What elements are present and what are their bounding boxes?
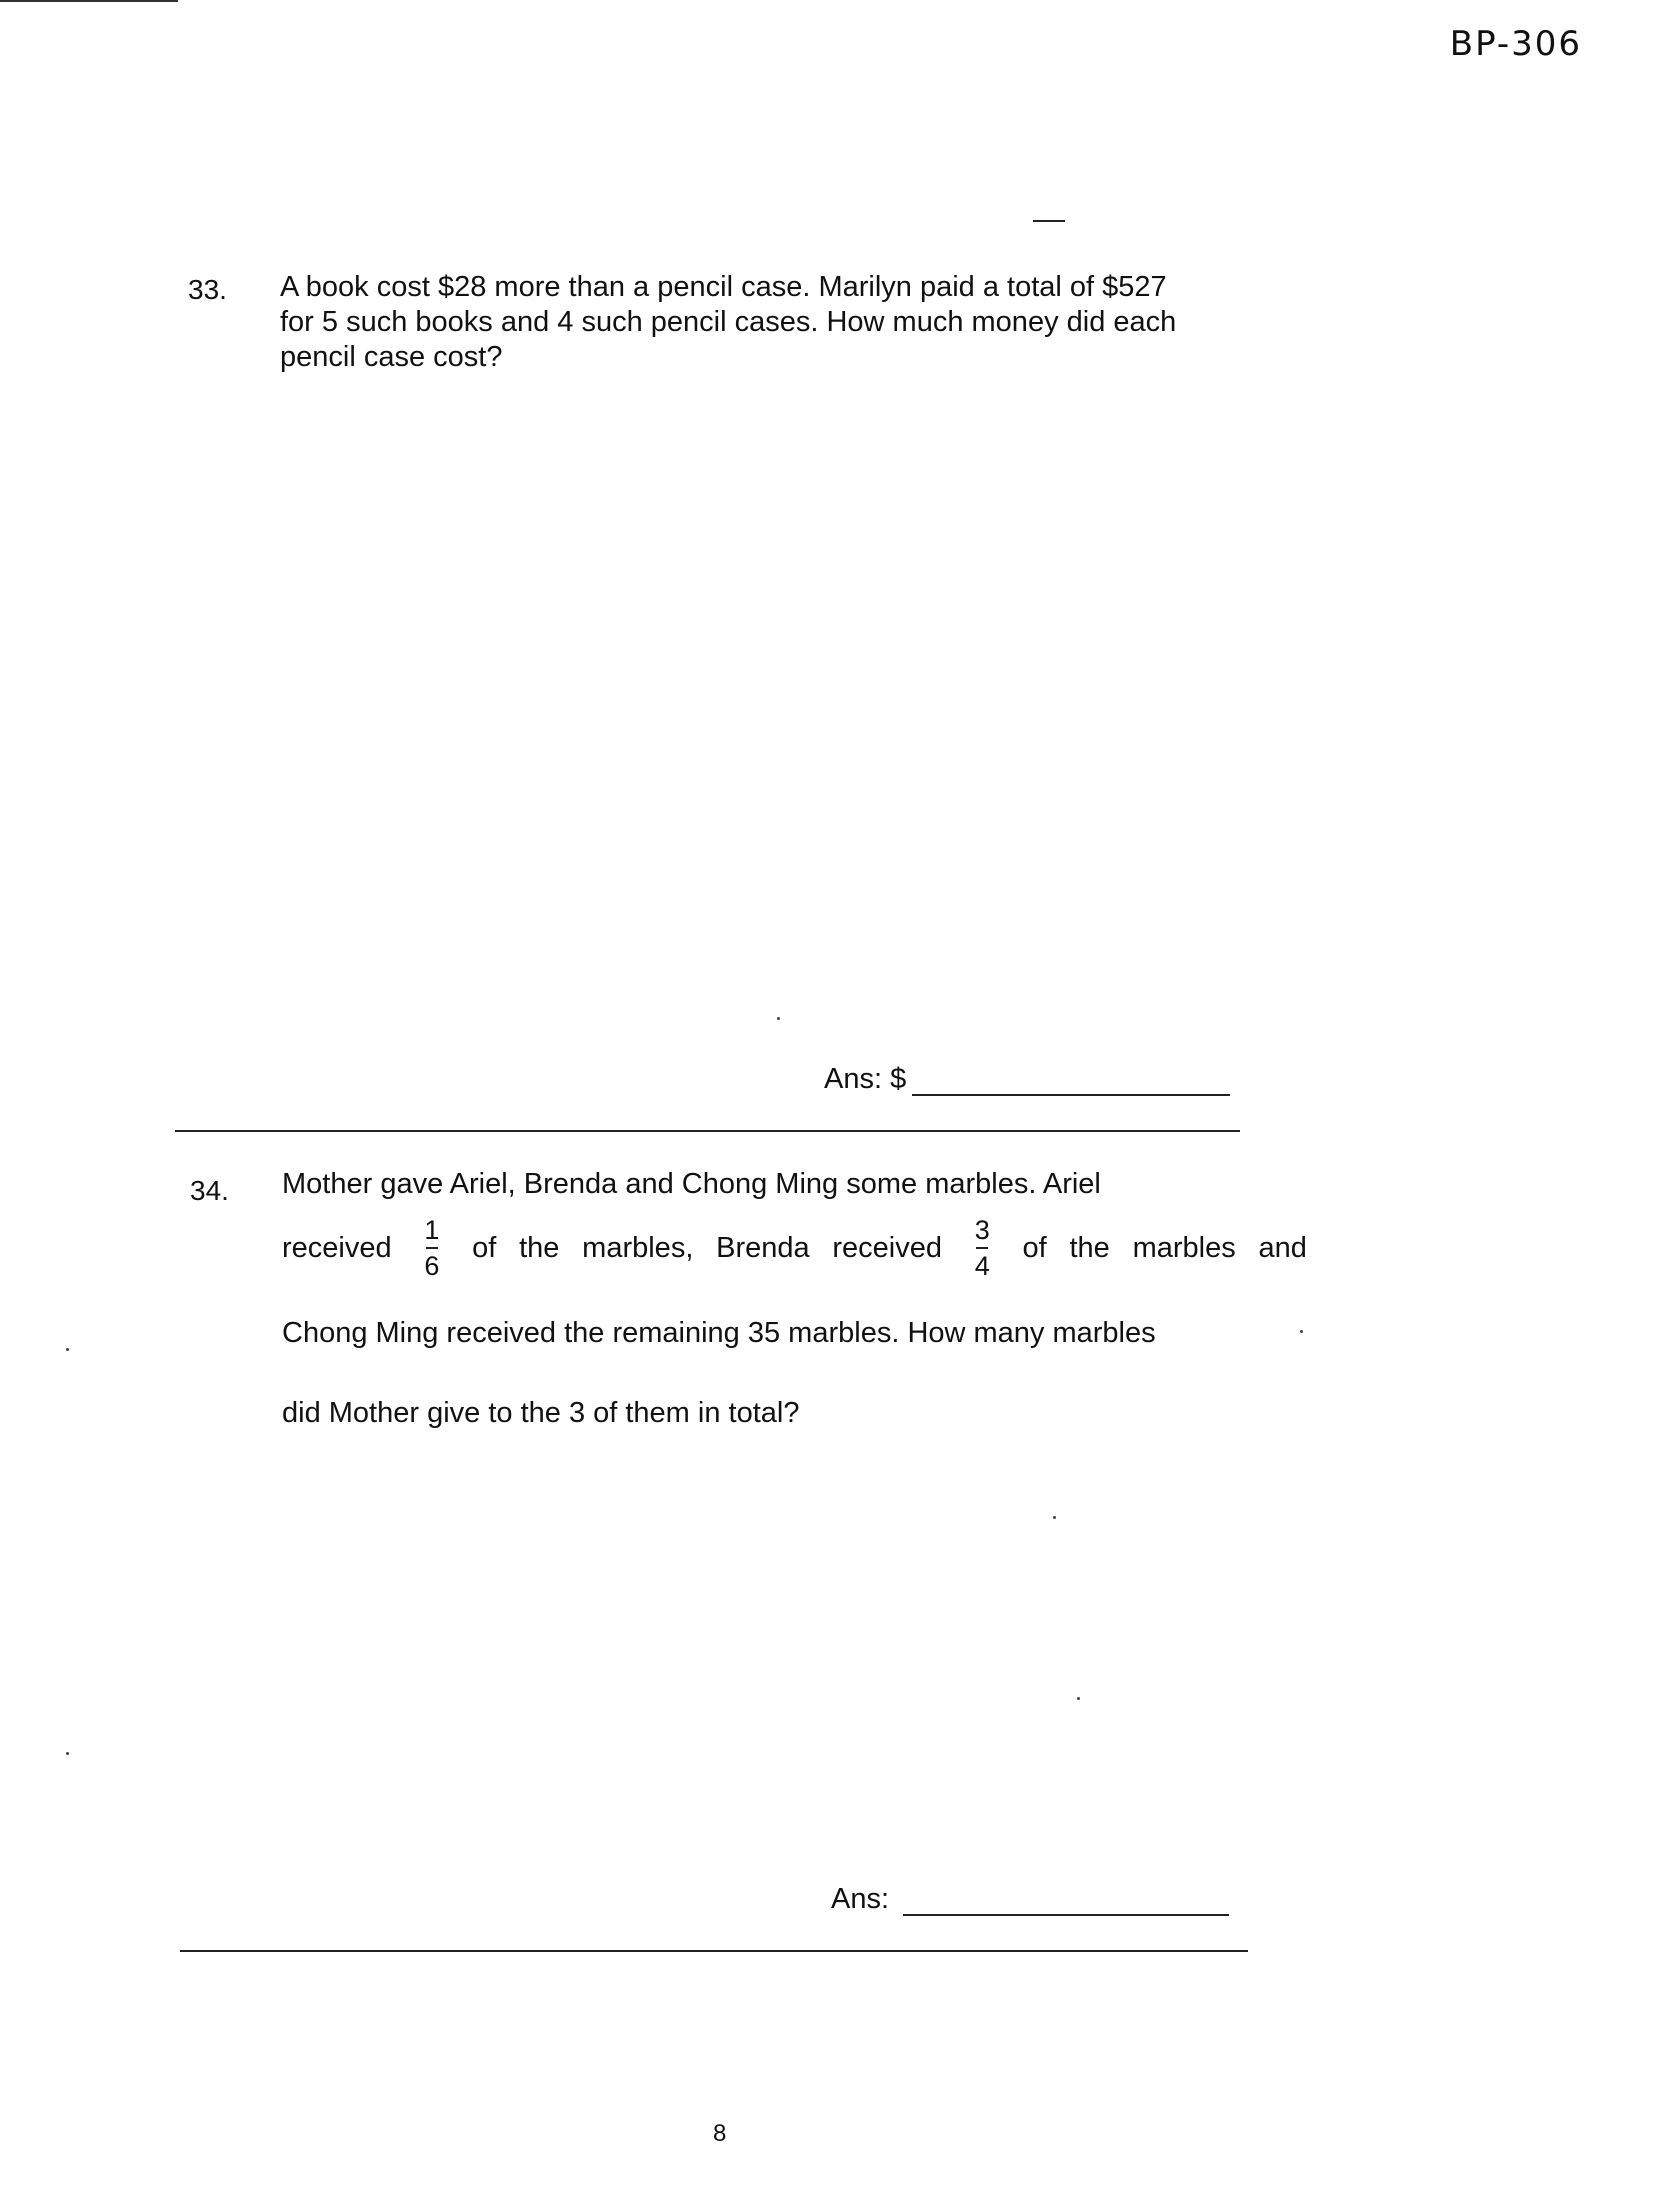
q34-divider: [180, 1950, 1248, 1952]
q34-word: the: [1069, 1231, 1110, 1264]
scan-speck: [1077, 1697, 1080, 1700]
fraction-denominator: 4: [974, 1251, 990, 1281]
scan-speck: [777, 1017, 780, 1020]
q34-word: and: [1258, 1231, 1307, 1264]
q33-divider: [175, 1130, 1240, 1132]
fraction-denominator: 6: [424, 1251, 440, 1281]
q34-word: received: [832, 1231, 943, 1264]
q34-word: the: [519, 1231, 560, 1264]
q34-word: marbles,: [582, 1231, 694, 1264]
q34-answer: [831, 1883, 1229, 1916]
paper-code: BP-306: [1449, 24, 1582, 64]
fraction-one-sixth: [424, 1215, 439, 1281]
fraction-three-quarters: [975, 1215, 990, 1281]
scan-speck: [1053, 1516, 1056, 1519]
top-edge-rule: [0, 0, 178, 2]
q33-line-3: pencil case cost?: [280, 341, 503, 373]
q33-number: 33.: [188, 274, 227, 305]
q34-word: of: [1022, 1231, 1047, 1264]
q34-line-2: [282, 1215, 1307, 1281]
page-number: 8: [713, 2120, 727, 2147]
scan-speck: [66, 1348, 69, 1351]
fraction-bar: [426, 1247, 438, 1249]
q34-word: Brenda: [716, 1231, 810, 1264]
q34-line-1: Mother gave Ariel, Brenda and Chong Ming some marbles. Ariel: [282, 1168, 1101, 1200]
q34-answer-blank[interactable]: [903, 1914, 1229, 1916]
q33-line-2: for 5 such books and 4 such pencil cases. How much money did each: [280, 306, 1177, 338]
short-dash: [1033, 220, 1065, 222]
q34-word: of: [472, 1231, 497, 1264]
q33-answer-label: Ans: $: [824, 1063, 907, 1095]
q33-text: [280, 270, 1176, 375]
q34-word: received: [282, 1231, 392, 1264]
fraction-bar: [976, 1247, 988, 1249]
fraction-numerator: 3: [974, 1215, 990, 1245]
q33-answer-blank[interactable]: [912, 1094, 1230, 1096]
q34-line-4: did Mother give to the 3 of them in total?: [282, 1397, 800, 1429]
q33-line-1: A book cost $28 more than a pencil case. Marilyn paid a total of $527: [280, 271, 1167, 303]
q33-answer: [824, 1063, 1230, 1096]
q34-word: marbles: [1132, 1231, 1236, 1264]
q34-answer-label: Ans:: [831, 1883, 890, 1915]
scan-speck: [66, 1752, 69, 1755]
q34-number: 34.: [190, 1175, 229, 1206]
fraction-numerator: 1: [424, 1215, 440, 1245]
q34-line-3: Chong Ming received the remaining 35 marbles. How many marbles: [282, 1317, 1156, 1349]
scan-speck: [1300, 1330, 1303, 1333]
